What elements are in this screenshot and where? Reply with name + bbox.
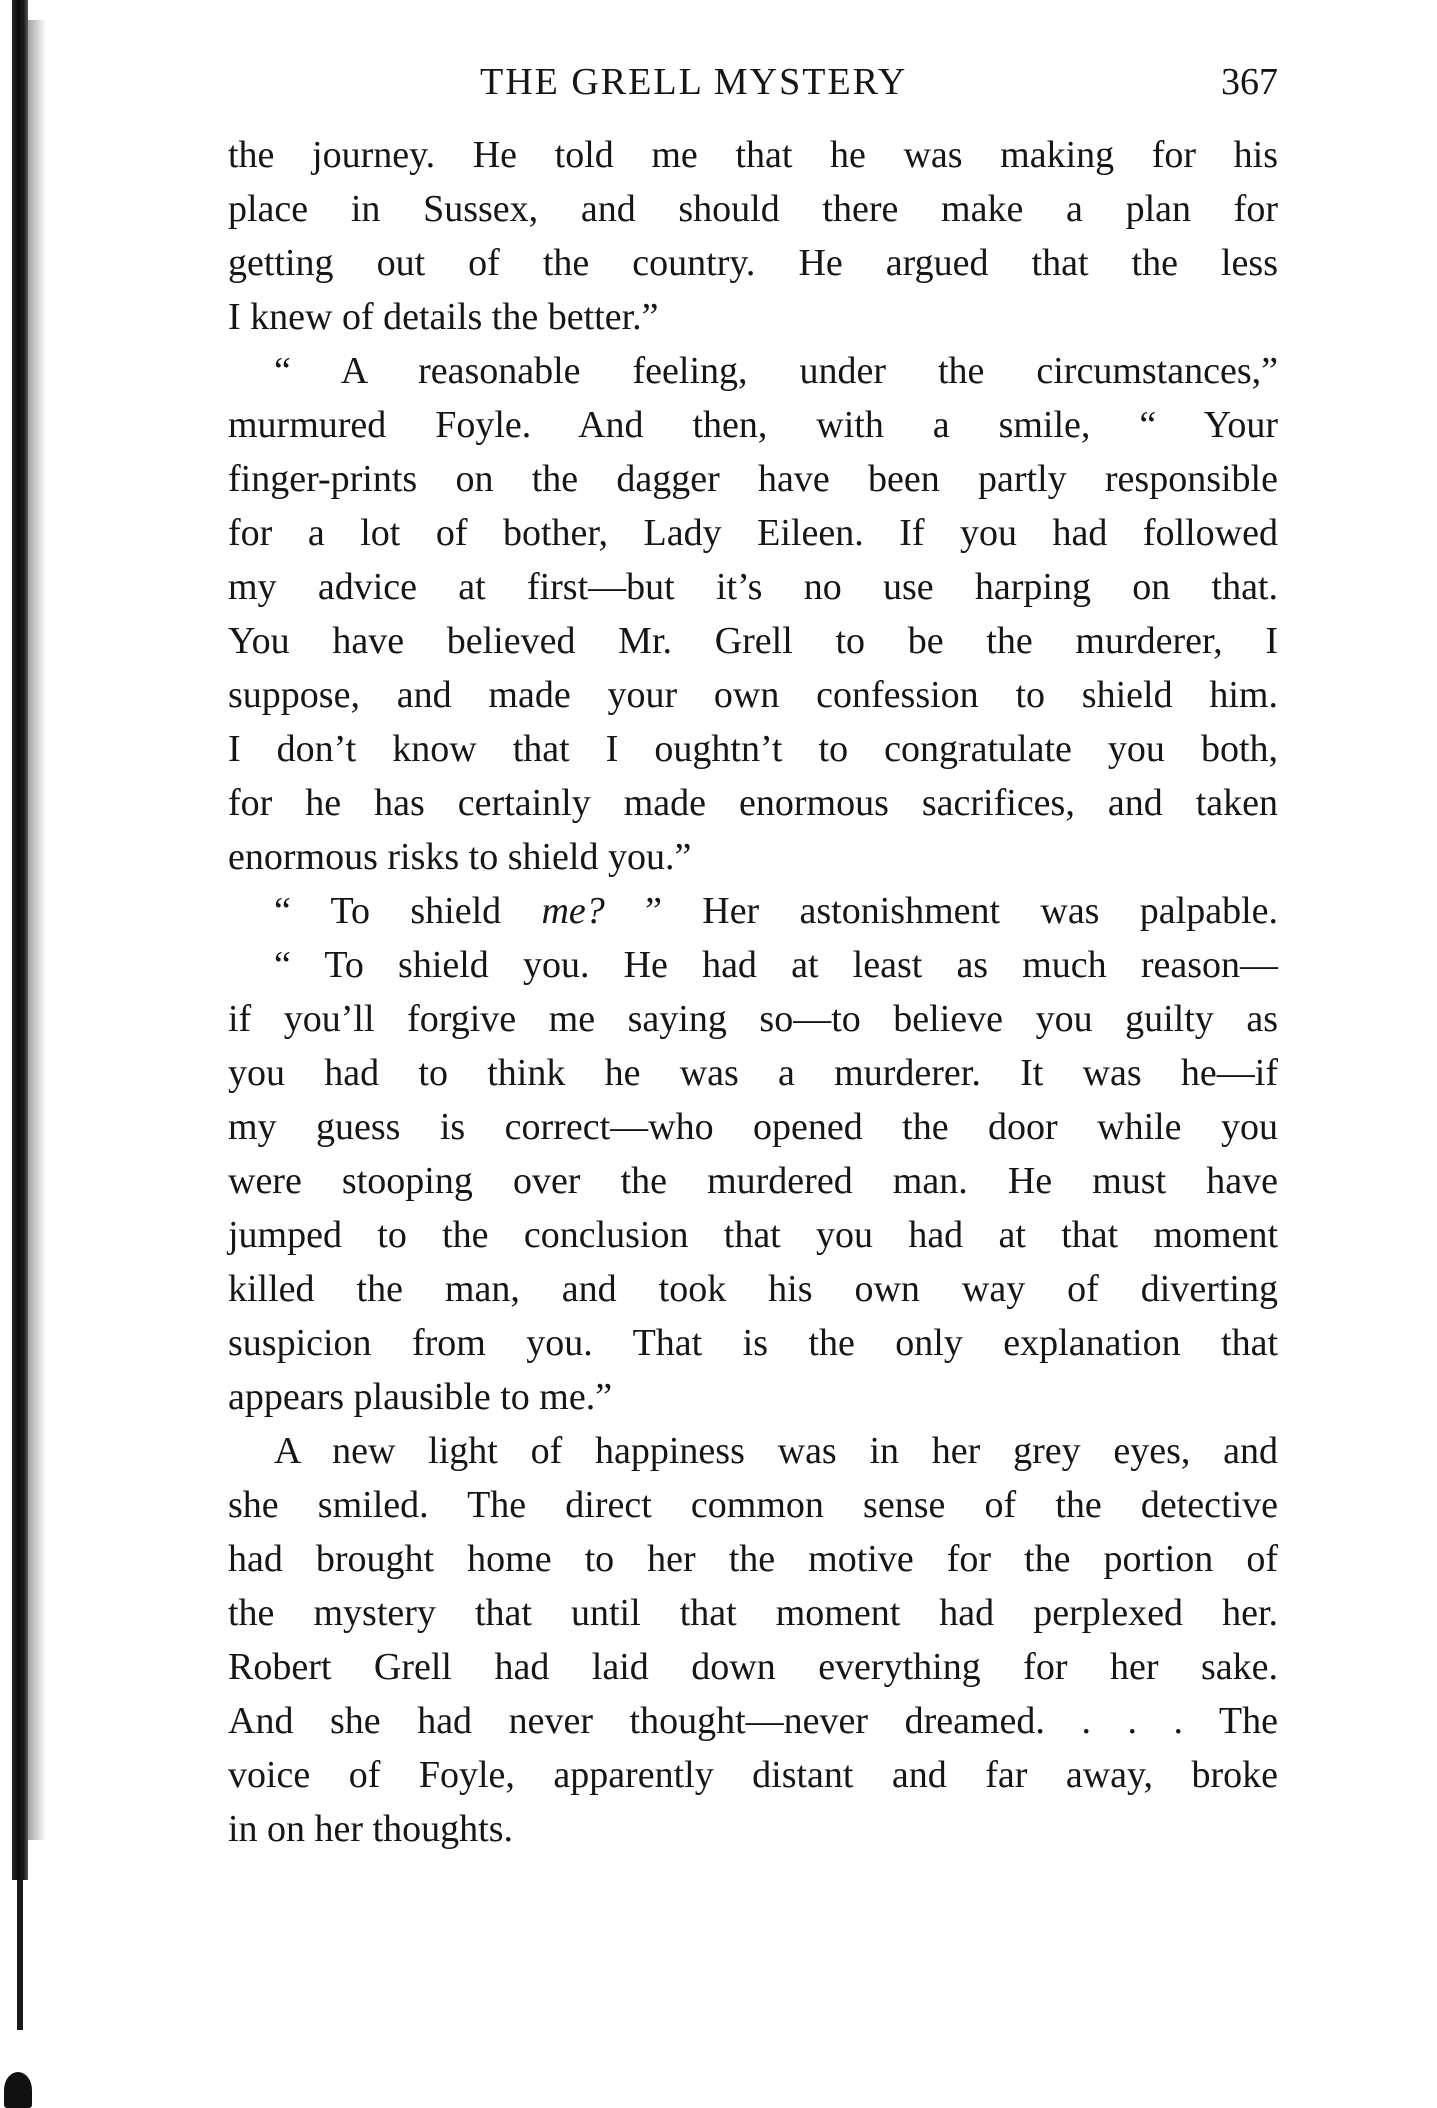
text-line: getting out of the country. He argued that the less	[228, 242, 1278, 284]
text-line: the mystery that until that moment had perplexed her.	[228, 1592, 1278, 1634]
text-line: “ To shield you. He had at least as much reason—	[274, 944, 1278, 986]
text-line: suspicion from you. That is the only explanation that	[228, 1322, 1278, 1364]
text-line: murmured Foyle. And then, with a smile, “ Your	[228, 404, 1278, 446]
binding-fade	[28, 20, 46, 1840]
text-line	[228, 884, 1278, 938]
running-title: THE GRELL MYSTERY	[480, 61, 908, 103]
text-line: appears plausible to me.”	[228, 1376, 613, 1418]
text-line: voice of Foyle, apparently distant and far away, broke	[228, 1754, 1278, 1796]
text-line: enormous risks to shield you.”	[228, 836, 692, 878]
text-line: And she had never thought—never dreamed. . . . The	[228, 1700, 1278, 1742]
text-fragment: ” Her astonishment was palpable.	[604, 890, 1278, 932]
text-line: Robert Grell had laid down everything for her sake.	[228, 1646, 1278, 1688]
text-line: place in Sussex, and should there make a plan for	[228, 188, 1278, 230]
text-line: if you’ll forgive me saying so—to believe you guilty as	[228, 998, 1278, 1040]
text-fragment: “ To shield	[274, 890, 542, 932]
text-line: I don’t know that I oughtn’t to congratulate you both,	[228, 728, 1278, 770]
text-line: you had to think he was a murderer. It was he—if	[228, 1052, 1278, 1094]
text-line: I knew of details the better.”	[228, 296, 659, 338]
binding-ink-blot	[4, 2072, 32, 2108]
text-line: You have believed Mr. Grell to be the murderer, I	[228, 620, 1278, 662]
text-line: had brought home to her the motive for the portion of	[228, 1538, 1278, 1580]
italic-word: me?	[541, 890, 605, 932]
text-line: the journey. He told me that he was making for his	[228, 134, 1278, 176]
text-line: jumped to the conclusion that you had at that moment	[228, 1214, 1278, 1256]
text-line: my guess is correct—who opened the door while you	[228, 1106, 1278, 1148]
text-line: killed the man, and took his own way of diverting	[228, 1268, 1278, 1310]
binding-lower-mark	[17, 1880, 23, 2030]
body-text	[228, 128, 1278, 1856]
text-line: were stooping over the murdered man. He must have	[228, 1160, 1278, 1202]
text-line: finger-prints on the dagger have been partly responsible	[228, 458, 1278, 500]
binding-edge	[0, 0, 52, 2108]
text-line: suppose, and made your own confession to shield him.	[228, 674, 1278, 716]
text-line: for a lot of bother, Lady Eileen. If you had followed	[228, 512, 1278, 554]
running-head	[228, 56, 1278, 108]
page-number: 367	[1221, 61, 1278, 103]
text-line: A new light of happiness was in her grey eyes, and	[274, 1430, 1278, 1472]
text-line: “ A reasonable feeling, under the circumstances,”	[274, 350, 1278, 392]
text-line: my advice at first—but it’s no use harping on that.	[228, 566, 1278, 608]
text-line: in on her thoughts.	[228, 1808, 513, 1850]
text-line: for he has certainly made enormous sacrifices, and taken	[228, 782, 1278, 824]
binding-shadow	[12, 0, 28, 1880]
text-line: she smiled. The direct common sense of the detective	[228, 1484, 1278, 1526]
